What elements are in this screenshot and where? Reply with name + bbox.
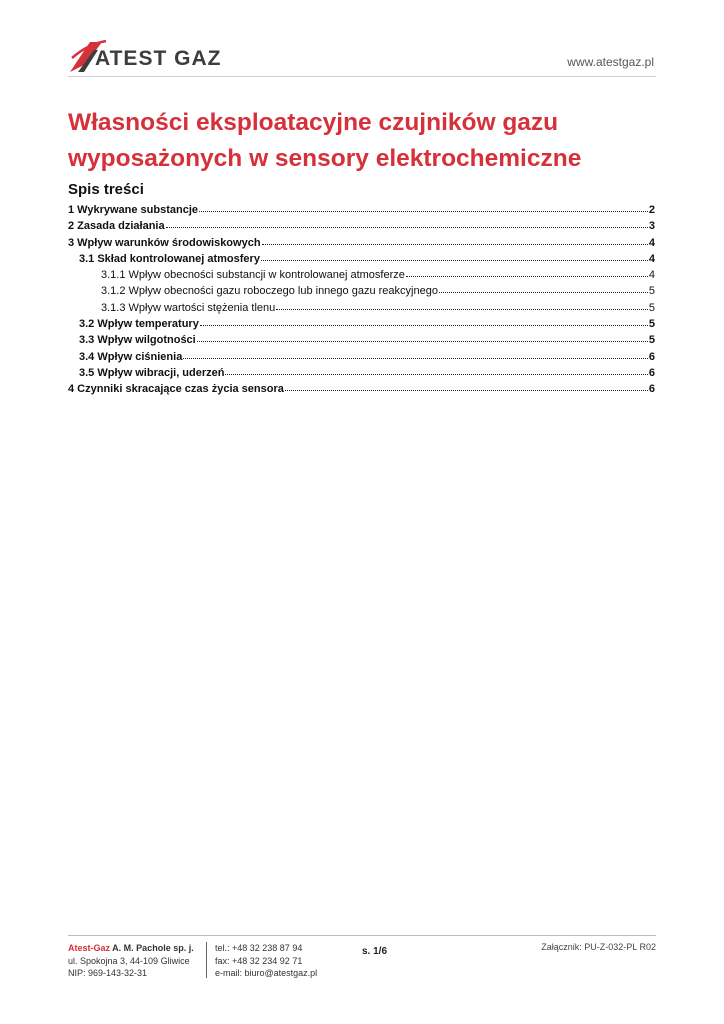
toc-entry[interactable] [68, 267, 655, 283]
toc-entry-page: 6 [648, 350, 655, 363]
toc-dot-leader [197, 332, 648, 342]
toc-heading: Spis treści [68, 181, 144, 198]
footer-separator [206, 942, 207, 978]
footer-fax: fax: +48 32 234 92 71 [215, 955, 303, 966]
toc-dot-leader [285, 381, 648, 391]
footer-nip: NIP: 969-143-32-31 [68, 968, 148, 978]
toc-entry-label: 3.3 Wpływ wilgotności [79, 334, 196, 347]
toc-entry-label: 1 Wykrywane substancje [68, 204, 199, 216]
company-logo [68, 38, 258, 74]
toc-entry-label: 4 Czynniki skracające czas życia sensora [68, 383, 284, 396]
toc-entry[interactable] [68, 316, 655, 332]
toc-entry[interactable] [68, 218, 655, 234]
toc-entry[interactable] [68, 300, 655, 316]
toc-dot-leader [200, 316, 648, 326]
toc-entry-label: 3.1.2 Wpływ obecności gazu roboczego lub innego gazu reakcyjnego [101, 285, 438, 298]
toc-entry-page: 2 [648, 204, 655, 216]
footer-company-brand: Atest-Gaz [68, 943, 111, 953]
toc-entry-page: 4 [648, 252, 655, 265]
toc-dot-leader [261, 251, 648, 261]
toc-entry-page: 5 [648, 334, 655, 347]
toc-entry-page: 5 [648, 301, 655, 314]
page-header [0, 0, 724, 90]
website-link[interactable]: www.atestgaz.pl [567, 55, 654, 69]
footer-email[interactable]: e-mail: biuro@atestgaz.pl [215, 968, 318, 978]
logo-text: ATEST GAZ [95, 47, 222, 70]
toc-entry-label: 3.1.3 Wpływ wartości stężenia tlenu [101, 301, 276, 314]
toc-entry[interactable] [68, 202, 655, 218]
footer-attachment: Załącznik: PU-Z-032-PL R02 [541, 942, 656, 952]
toc-dot-leader [199, 202, 648, 212]
toc-dot-leader [183, 349, 648, 359]
toc-entry-label: 3.4 Wpływ ciśnienia [79, 350, 183, 363]
toc-entry[interactable] [68, 251, 655, 267]
toc-dot-leader [439, 283, 648, 293]
footer-contact-block [215, 942, 317, 980]
toc-entry-label: 3 Wpływ warunków środowiskowych [68, 236, 261, 249]
toc-entry-page: 3 [648, 220, 655, 233]
toc-entry-page: 5 [648, 285, 655, 298]
header-divider [68, 76, 656, 77]
toc-entry-label: 3.1 Skład kontrolowanej atmosfery [79, 252, 260, 265]
footer-tel: tel.: +48 32 238 87 94 [215, 943, 303, 953]
toc-entry-page: 4 [648, 236, 655, 249]
toc-dot-leader [276, 300, 648, 310]
toc-dot-leader [406, 267, 648, 277]
toc-entry-page: 5 [648, 318, 655, 331]
toc-dot-leader [262, 235, 648, 245]
document-title: Własności eksploatacyjne czujników gazu wyposażonych w sensory elektrochemiczne [68, 109, 582, 172]
toc-entry-label: 3.1.1 Wpływ obecności substancji w kontrolowanej atmosferze [101, 269, 405, 282]
footer-company-name [68, 942, 194, 955]
toc-entry[interactable] [68, 349, 655, 365]
toc-entry[interactable] [68, 235, 655, 251]
toc-entry-label: 2 Zasada działania [68, 220, 165, 233]
page-footer [68, 942, 656, 982]
toc-entry[interactable] [68, 381, 655, 397]
toc-entry[interactable] [68, 365, 655, 381]
footer-company-block [68, 942, 194, 980]
toc-entry-label: 3.2 Wpływ temperatury [79, 318, 199, 331]
toc-entry-page: 6 [648, 383, 655, 396]
toc-dot-leader [166, 218, 648, 228]
footer-divider [68, 935, 656, 936]
footer-company-suffix: A. M. Pachole sp. j. [110, 943, 194, 953]
footer-address: ul. Spokojna 3, 44-109 Gliwice [68, 955, 190, 966]
toc-entry-page: 6 [648, 366, 655, 379]
toc-entry[interactable] [68, 283, 655, 299]
table-of-contents [68, 202, 655, 398]
footer-page-number: s. 1/6 [362, 946, 388, 957]
toc-entry-page: 4 [648, 269, 655, 282]
toc-entry-label: 3.5 Wpływ wibracji, uderzeń [79, 366, 225, 379]
toc-entry[interactable] [68, 332, 655, 348]
toc-dot-leader [225, 365, 647, 375]
